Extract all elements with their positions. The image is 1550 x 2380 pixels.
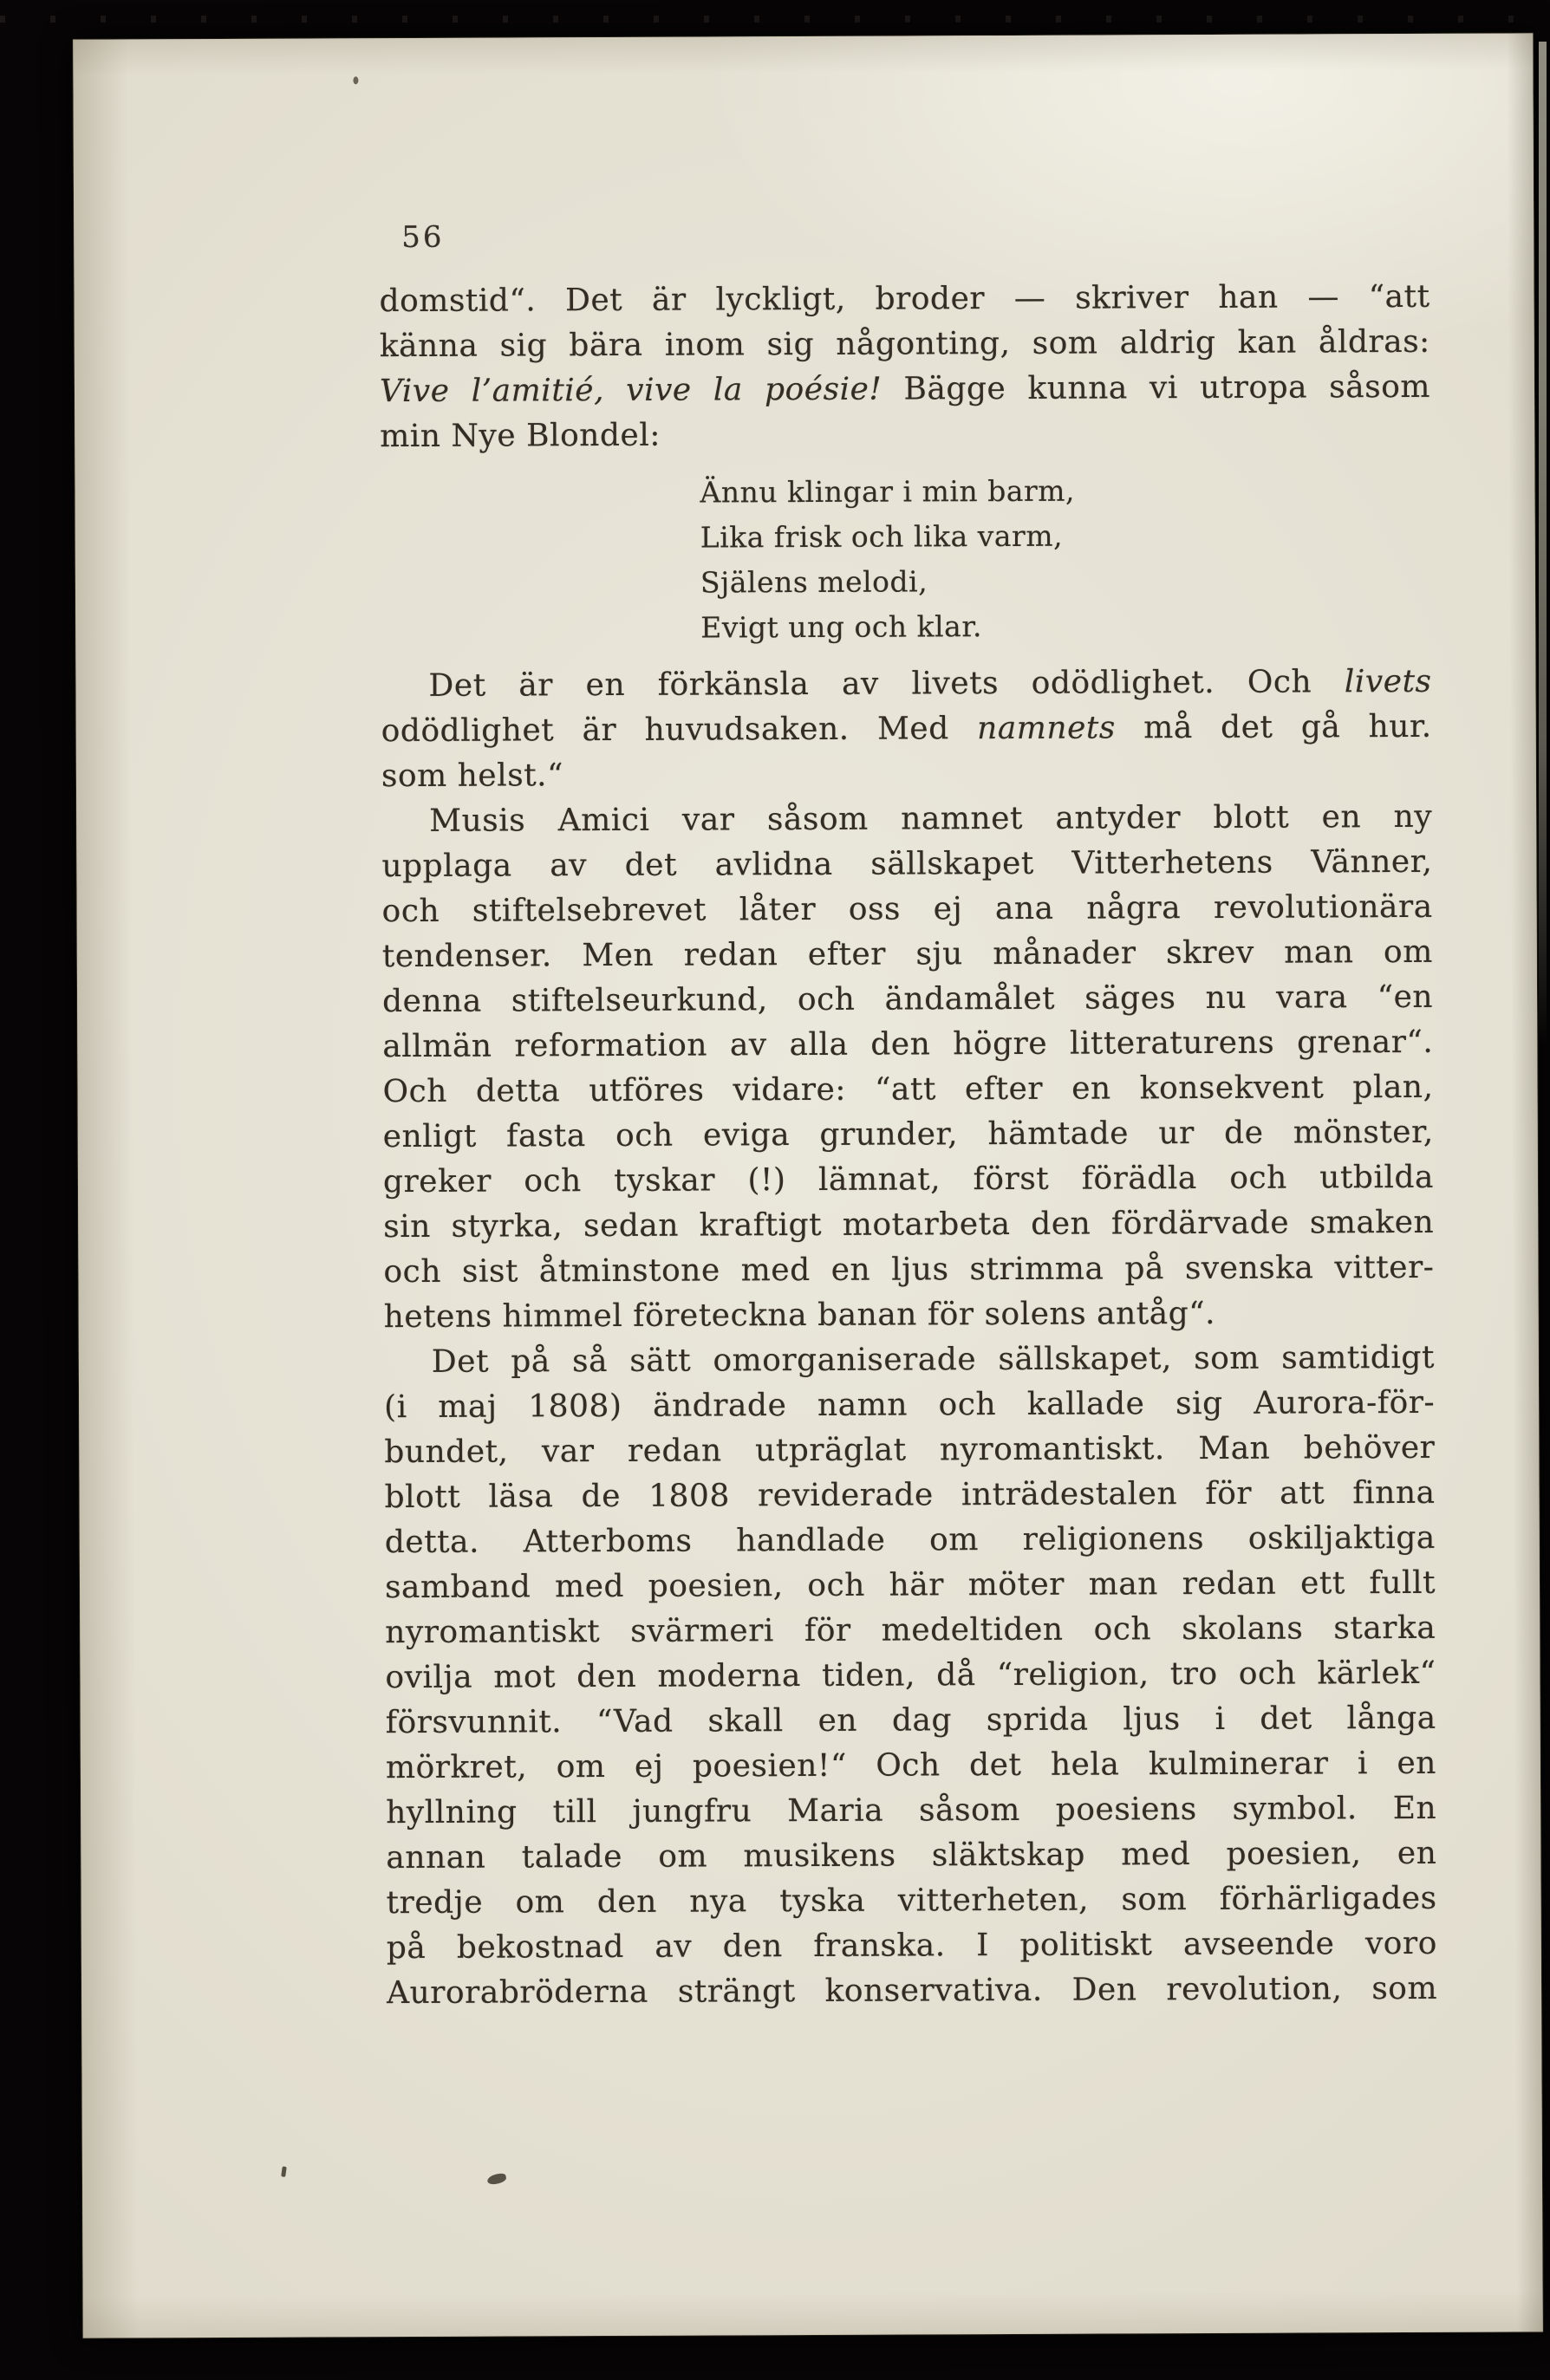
page-number: 56 [401, 219, 445, 256]
text-line: Vive l’amitié, vive la poésie! Bägge kunna vi utropa såsom [379, 368, 1431, 410]
ink-speck [281, 2166, 287, 2177]
film-edge-dots [0, 16, 1550, 23]
text-line: på bekostnad av den franska. I politiskt avseende voro [386, 1925, 1437, 1967]
text-block [379, 275, 1437, 2016]
text-line: detta. Atterboms handlade om religionens oskiljaktiga [384, 1519, 1436, 1561]
poem-line: Lika frisk och lika varm, [700, 518, 1064, 555]
text-line: mörkret, om ej poesien!“ Och det hela kulminerar i en [385, 1745, 1437, 1786]
text-line: greker och tyskar (!) lämnat, först förädla och utbilda [382, 1159, 1435, 1200]
text-line: domstid“. Det är lyckligt, broder — skriver han — “att [379, 278, 1430, 320]
text-line: Musis Amici var såsom namnet antyder blott en ny [429, 798, 1433, 839]
book-page [73, 33, 1543, 2338]
text-line: samband med poesien, och här möter man redan ett fullt [384, 1564, 1436, 1606]
text-line: Aurorabröderna strängt konservativa. Den revolution, som [386, 1970, 1438, 2012]
text-line: känna sig bära inom sig någonting, som aldrig kan åldras: [379, 323, 1430, 365]
poem-line: Evigt ung och klar. [700, 609, 983, 645]
text-line: odödlighet är huvudsaken. Med namnets må det gå hur. [381, 708, 1432, 750]
text-line: blott läsa de 1808 reviderade inträdestalen för att finna [384, 1474, 1436, 1516]
text-line: Det är en förkänsla av livets odödlighet. Och livets [428, 663, 1432, 704]
poem-line: Själens melodi, [700, 564, 928, 600]
poem-line: Ännu klingar i min barm, [700, 473, 1076, 510]
text-line: denna stiftelseurkund, och ändamålet säges nu vara “en [381, 979, 1434, 1020]
text-line: enligt fasta och eviga grunder, hämtade ur de mönster, [382, 1114, 1434, 1155]
text-line: hyllning till jungfru Maria såsom poesiens symbol. En [386, 1790, 1437, 1831]
text-line: nyromantiskt svärmeri för medeltiden och skolans starka [385, 1609, 1436, 1651]
text-line: hetens himmel företeckna banan för solens antåg“. [383, 1295, 1216, 1336]
text-line: Och detta utföres vidare: “att efter en konsekvent plan, [382, 1069, 1434, 1110]
text-line: ovilja mot den moderna tiden, då “religion, tro och kärlek“ [385, 1655, 1436, 1696]
ink-speck [486, 2172, 507, 2185]
text-line: bundet, var redan utpräglat nyromantiskt. Man behöver [384, 1429, 1436, 1471]
text-line: tredje om den nya tyska vitterheten, som förhärligades [386, 1880, 1437, 1922]
text-line: och sist åtminstone med en ljus strimma på svenska vitter- [383, 1249, 1435, 1291]
text-line: (i maj 1808) ändrade namn och kallade sig Aurora-för- [384, 1384, 1436, 1426]
text-line: som helst.“ [381, 758, 564, 795]
text-line: och stiftelsebrevet låter oss ej ana några revolutionära [381, 888, 1433, 930]
text-line: allmän reformation av alla den högre litteraturens grenar“. [382, 1024, 1434, 1065]
text-line: Det på så sätt omorganiserade sällskapet, som samtidigt [431, 1339, 1435, 1380]
ink-speck [353, 76, 358, 84]
adjacent-page-edge [1539, 42, 1547, 1047]
text-line: upplaga av det avlidna sällskapet Vitterhetens Vänner, [381, 843, 1433, 885]
text-line: min Nye Blondel: [380, 417, 661, 455]
text-line: försvunnit. “Vad skall en dag sprida ljus i det långa [385, 1700, 1436, 1741]
text-line: sin styrka, sedan kraftigt motarbeta den fördärvade smaken [383, 1204, 1435, 1245]
text-line: annan talade om musikens släktskap med poesien, en [386, 1835, 1437, 1876]
text-line: tendenser. Men redan efter sju månader skrev man om [381, 933, 1433, 975]
